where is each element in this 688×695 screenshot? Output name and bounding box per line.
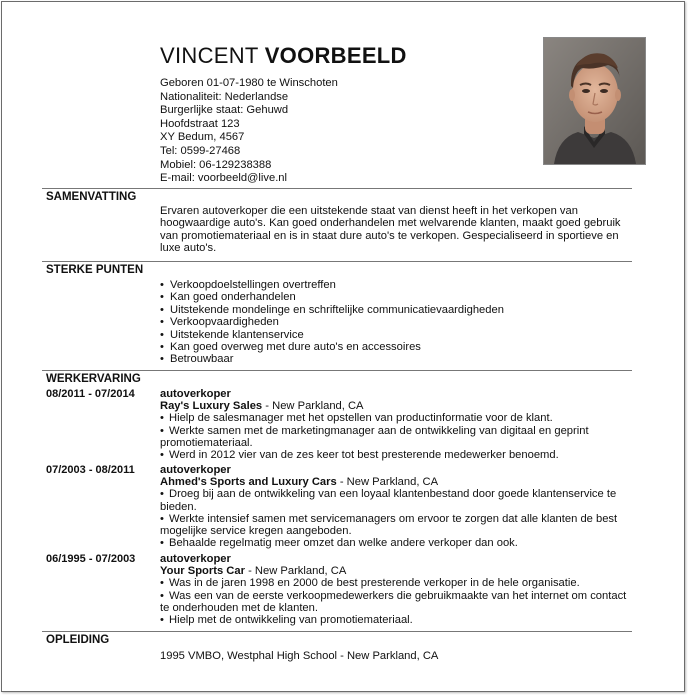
job-dates: 07/2003 - 08/2011	[46, 464, 135, 476]
job-position: autoverkoper	[160, 388, 231, 400]
bullet-glyph: •	[160, 279, 164, 291]
strength-item	[160, 291, 638, 303]
strength-text: Uitstekende mondelinge en schriftelijke communicatievaardigheden	[170, 303, 504, 316]
section-title-experience: WERKERVARING	[46, 373, 141, 385]
strength-item	[160, 304, 638, 316]
job-position: autoverkoper	[160, 464, 231, 476]
job-bullet-text: Hielp met de ontwikkeling van promotiemateriaal.	[169, 614, 413, 627]
job-employer: Ray's Luxury Sales	[160, 400, 263, 413]
job-bullet	[160, 449, 638, 461]
resume-page	[1, 1, 685, 692]
job-bullet-text: Werd in 2012 vier van de zes keer tot best presterende medewerker benoemd.	[169, 449, 559, 462]
bullet-glyph: •	[160, 353, 164, 366]
job-entry	[160, 464, 638, 549]
profile-photo	[543, 37, 646, 165]
contact-line-birth: Geboren 01-07-1980 te Winschoten	[160, 77, 338, 89]
portrait-illustration	[544, 38, 645, 164]
bullet-glyph: •	[160, 449, 164, 462]
job-employer-line	[160, 476, 638, 488]
job-location: - New Parkland, CA	[336, 476, 439, 489]
section-divider-summary	[42, 188, 632, 189]
strength-item	[160, 279, 638, 291]
bullet-glyph: •	[160, 424, 164, 437]
bullet-glyph: •	[160, 512, 164, 525]
job-dates: 06/1995 - 07/2003	[46, 553, 136, 565]
section-divider-education	[42, 631, 632, 632]
job-bullet	[160, 590, 638, 614]
job-employer-line	[160, 565, 638, 577]
job-bullet-text: Werkte samen met de marketingmanager aan de ontwikkeling van digitaal en geprint promotiemateriaal.	[160, 424, 589, 449]
job-bullet-text: Werkte intensief samen met servicemanagers om ervoor te zorgen dat alle klanten de best mogelijke service kregen aangeboden.	[160, 512, 618, 538]
job-bullet-text: Was een van de eerste verkoopmedewerkers die gebruikmaakte van het internet om contact te onderhouden met de klanten.	[160, 589, 627, 614]
contact-line-street: Hoofdstraat 123	[160, 117, 240, 130]
job-entry	[160, 388, 638, 461]
job-entry	[160, 553, 638, 626]
contact-line-email: E-mail: voorbeeld@live.nl	[160, 172, 288, 185]
education-text: 1995 VMBO, Westphal High School - New Parkland, CA	[160, 650, 439, 662]
contact-line-marital-status: Burgerlijke staat: Gehuwd	[160, 104, 289, 117]
contact-line-city: XY Bedum, 4567	[160, 131, 245, 144]
strength-text: Verkoopdoelstellingen overtreffen	[170, 279, 336, 291]
bullet-glyph: •	[160, 537, 164, 550]
job-position: autoverkoper	[160, 553, 231, 565]
strength-text: Kan goed onderhandelen	[170, 291, 296, 304]
strength-item	[160, 353, 638, 365]
bullet-glyph: •	[160, 303, 164, 316]
job-dates: 08/2011 - 07/2014	[46, 388, 135, 400]
strength-item	[160, 341, 638, 353]
job-employer: Your Sports Car	[160, 565, 245, 578]
bullet-glyph: •	[160, 614, 164, 627]
job-bullet	[160, 614, 638, 626]
bullet-glyph: •	[160, 291, 164, 304]
job-bullet	[160, 537, 638, 549]
last-name: VOORBEELD	[264, 43, 407, 68]
bullet-glyph: •	[160, 341, 164, 354]
job-bullet	[160, 577, 638, 589]
bullet-glyph: •	[160, 316, 164, 329]
bullet-glyph: •	[160, 589, 164, 602]
bullet-glyph: •	[160, 412, 164, 425]
bullet-glyph: •	[160, 488, 164, 501]
section-title-summary: SAMENVATTING	[46, 191, 137, 203]
strengths-list	[160, 279, 638, 366]
job-employer-line	[160, 400, 638, 412]
job-bullet	[160, 425, 638, 449]
summary-text: Ervaren autoverkoper die een uitstekende staat van dienst heeft in het verkopen van hoogwaardige auto's. Kan goed onderhandelen met welvarende klanten, maakt goed gebruik van promotiemateriaal en is in staat dure auto's te verkopen. Gespecialiseerd in sportieve en luxe auto's.	[160, 205, 621, 255]
job-bullet-text: Droeg bij aan de ontwikkeling van een loyaal klantenbestand door goede klantenservice te bieden.	[160, 488, 617, 513]
contact-line-phone: Tel: 0599-27468	[160, 144, 241, 157]
strength-text: Betrouwbaar	[170, 353, 234, 366]
bullet-glyph: •	[160, 328, 164, 341]
job-bullet-text: Was in de jaren 1998 en 2000 de best presterende verkoper in de hele organisatie.	[169, 577, 580, 590]
contact-line-mobile: Mobiel: 06-129238388	[160, 158, 272, 171]
section-title-education: OPLEIDING	[46, 634, 110, 646]
strength-text: Verkoopvaardigheden	[170, 316, 279, 329]
contact-details	[160, 77, 338, 186]
bullet-glyph: •	[160, 577, 164, 590]
first-name: VINCENT	[160, 43, 259, 68]
strength-text: Kan goed overweg met dure auto's en accessoires	[170, 341, 421, 354]
contact-line-nationality: Nationaliteit: Nederlandse	[160, 90, 289, 103]
section-title-strengths: STERKE PUNTEN	[46, 264, 144, 276]
candidate-name	[160, 43, 407, 69]
strength-text: Uitstekende klantenservice	[170, 328, 304, 341]
job-bullet-text: Hielp de salesmanager met het opstellen van productinformatie voor de klant.	[169, 412, 553, 425]
job-employer: Ahmed's Sports and Luxury Cars	[160, 476, 337, 489]
job-bullet	[160, 513, 638, 537]
section-divider-strengths	[42, 261, 632, 262]
job-bullet	[160, 488, 638, 512]
section-divider-experience	[42, 370, 632, 371]
strength-item	[160, 316, 638, 328]
job-location: - New Parkland, CA	[244, 565, 347, 578]
job-location: - New Parkland, CA	[262, 400, 364, 413]
job-bullet-text: Behaalde regelmatig meer omzet dan welke andere verkoper dan ook.	[169, 537, 518, 550]
strength-item	[160, 329, 638, 341]
job-bullet	[160, 412, 638, 424]
